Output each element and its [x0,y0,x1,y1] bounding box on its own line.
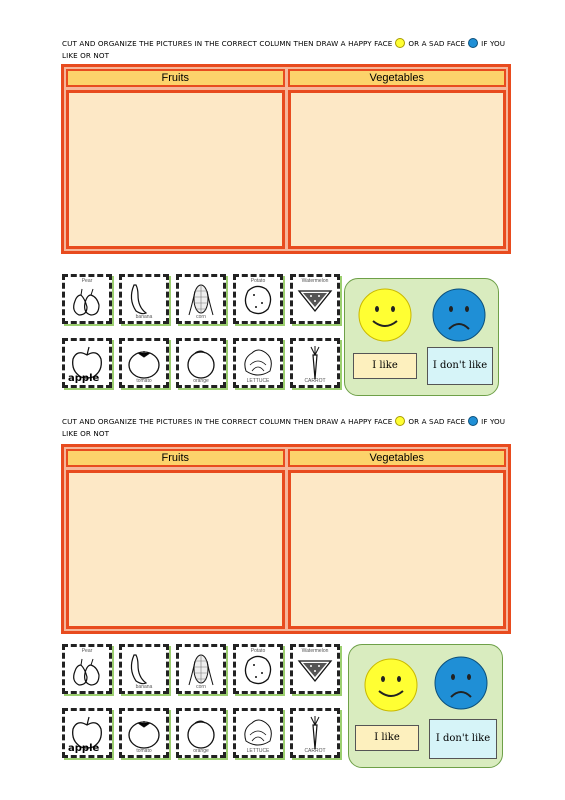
card-label: Potato [250,278,266,284]
card-label: LETTUCE [246,748,270,754]
card-label: apple [68,373,100,384]
picture-card-apple[interactable] [62,708,112,758]
i-like-label: I like [353,353,417,379]
fruits-drop-area[interactable] [66,470,285,629]
card-label: tomato [136,378,152,384]
card-label: Watermelon [301,278,329,284]
instruction-part-1: CUT AND ORGANIZE THE PICTURES IN THE CORRECT COLUMN THEN DRAW A HAPPY FACE [62,39,393,48]
card-label: Potato [250,648,266,654]
instruction-text [62,38,512,62]
card-label: CARROT [304,378,326,384]
i-like-label: I like [355,725,419,751]
sorting-table [61,64,511,254]
picture-card-carrot[interactable] [290,708,340,758]
sad-face-icon [468,38,478,48]
like-panel [344,278,499,396]
instruction-part-2: OR A SAD FACE [408,39,466,48]
picture-card-potato[interactable] [233,274,283,324]
happy-face-icon [363,657,419,713]
instruction-part-3: IF YOU LIKE OR NOT [62,39,506,60]
card-label: banana [135,314,153,320]
fruits-column [66,69,285,249]
picture-card-apple[interactable] [62,338,112,388]
picture-card-banana[interactable] [119,274,169,324]
column-header-vegetables: Vegetables [288,69,507,87]
instruction-part-3: IF YOU LIKE OR NOT [62,417,506,438]
card-label: orange [193,378,209,384]
card-label: Watermelon [301,648,329,654]
vegetables-drop-area[interactable] [288,470,507,629]
instruction-text [62,416,512,440]
column-header-fruits: Fruits [66,69,285,87]
card-label: banana [135,684,153,690]
like-panel [348,644,503,768]
column-header-fruits: Fruits [66,449,285,467]
i-dont-like-label: I don't like [429,719,497,759]
picture-card-pear[interactable] [62,644,112,694]
picture-card-lettuce[interactable] [233,338,283,388]
picture-card-carrot[interactable] [290,338,340,388]
picture-card-tomato[interactable] [119,708,169,758]
sorting-table [61,444,511,634]
card-label: orange [193,748,209,754]
worksheet-section-1 [0,38,565,410]
picture-card-corn[interactable] [176,644,226,694]
card-label: LETTUCE [246,378,270,384]
picture-card-potato[interactable] [233,644,283,694]
picture-card-watermelon[interactable] [290,274,340,324]
i-dont-like-label: I don't like [427,347,493,385]
card-label: tomato [136,748,152,754]
vegetables-column [288,449,507,629]
worksheet-section-2 [0,416,565,788]
fruits-drop-area[interactable] [66,90,285,249]
picture-card-corn[interactable] [176,274,226,324]
card-label: apple [68,743,100,754]
picture-card-lettuce[interactable] [233,708,283,758]
picture-card-pear[interactable] [62,274,112,324]
card-label: corn [196,684,206,690]
card-label: corn [196,314,206,320]
instruction-part-1: CUT AND ORGANIZE THE PICTURES IN THE CORRECT COLUMN THEN DRAW A HAPPY FACE [62,417,393,426]
happy-face-icon [395,416,405,426]
card-label: CARROT [304,748,326,754]
happy-face-icon [395,38,405,48]
instruction-part-2: OR A SAD FACE [408,417,466,426]
sad-face-icon [433,655,489,711]
sad-face-icon [431,287,487,343]
picture-card-banana[interactable] [119,644,169,694]
sad-face-icon [468,416,478,426]
vegetables-column [288,69,507,249]
column-header-vegetables: Vegetables [288,449,507,467]
fruits-column [66,449,285,629]
card-label: Pear [81,648,93,654]
vegetables-drop-area[interactable] [288,90,507,249]
picture-card-orange[interactable] [176,708,226,758]
card-label: Pear [81,278,93,284]
picture-card-orange[interactable] [176,338,226,388]
picture-card-watermelon[interactable] [290,644,340,694]
picture-card-tomato[interactable] [119,338,169,388]
happy-face-icon [357,287,413,343]
